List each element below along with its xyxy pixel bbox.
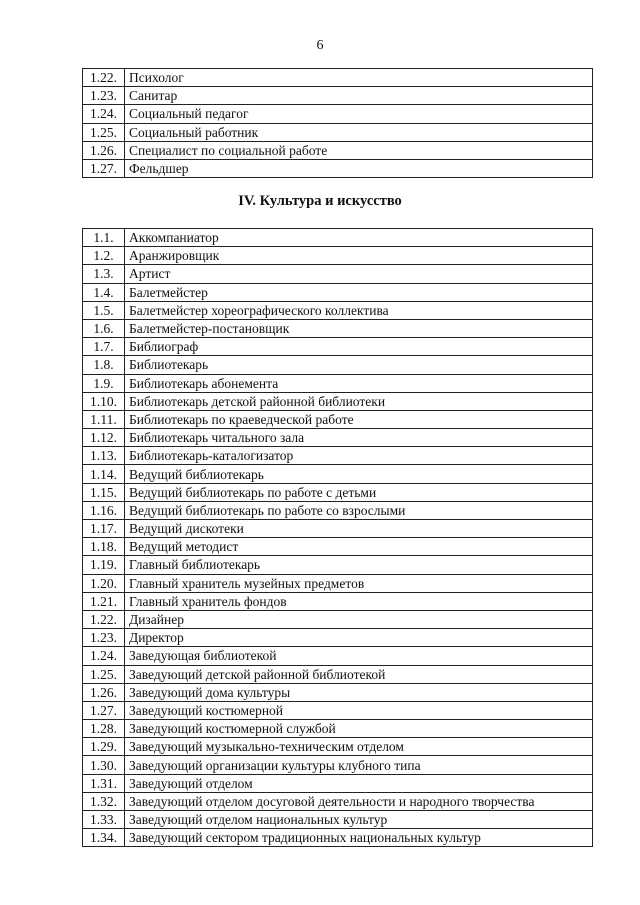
row-number: 1.31. <box>83 774 125 792</box>
table-row <box>83 87 593 105</box>
table-row <box>83 123 593 141</box>
page-number: 6 <box>316 38 324 53</box>
row-number: 1.15. <box>83 483 125 501</box>
position-title: Заведующий отделом <box>125 774 593 792</box>
table-row <box>83 319 593 337</box>
position-title: Заведующий костюмерной службой <box>125 720 593 738</box>
table-row <box>83 792 593 810</box>
table-row <box>83 141 593 159</box>
row-number: 1.14. <box>83 465 125 483</box>
position-title: Ведущий методист <box>125 538 593 556</box>
row-number: 1.25. <box>83 665 125 683</box>
position-title: Специалист по социальной работе <box>125 141 593 159</box>
table-row <box>83 429 593 447</box>
row-number: 1.32. <box>83 792 125 810</box>
position-title: Библиотекарь-каталогизатор <box>125 447 593 465</box>
table-row <box>83 592 593 610</box>
row-number: 1.23. <box>83 87 125 105</box>
position-title: Балетмейстер-постановщик <box>125 319 593 337</box>
section-title: IV. Культура и искусство <box>238 193 402 209</box>
row-number: 1.7. <box>83 338 125 356</box>
position-title: Библиотекарь <box>125 356 593 374</box>
position-title: Заведующий костюмерной <box>125 701 593 719</box>
table-row <box>83 701 593 719</box>
table-row <box>83 483 593 501</box>
row-number: 1.8. <box>83 356 125 374</box>
row-number: 1.29. <box>83 738 125 756</box>
row-number: 1.22. <box>83 69 125 87</box>
table-row <box>83 392 593 410</box>
row-number: 1.27. <box>83 701 125 719</box>
position-title: Заведующий детской районной библиотекой <box>125 665 593 683</box>
table-row <box>83 574 593 592</box>
table-row <box>83 265 593 283</box>
position-title: Балетмейстер <box>125 283 593 301</box>
position-title: Психолог <box>125 69 593 87</box>
position-title: Дизайнер <box>125 610 593 628</box>
position-title: Библиотекарь по краеведческой работе <box>125 410 593 428</box>
row-number: 1.19. <box>83 556 125 574</box>
position-title: Ведущий библиотекарь по работе с детьми <box>125 483 593 501</box>
row-number: 1.24. <box>83 105 125 123</box>
table-row <box>83 159 593 177</box>
row-number: 1.5. <box>83 301 125 319</box>
table-row <box>83 338 593 356</box>
position-title: Заведующая библиотекой <box>125 647 593 665</box>
table-row <box>83 356 593 374</box>
row-number: 1.11. <box>83 410 125 428</box>
table-row <box>83 301 593 319</box>
table-row <box>83 811 593 829</box>
row-number: 1.33. <box>83 811 125 829</box>
position-title: Балетмейстер хореографического коллектива <box>125 301 593 319</box>
table-row <box>83 69 593 87</box>
row-number: 1.1. <box>83 229 125 247</box>
row-number: 1.18. <box>83 538 125 556</box>
position-title: Санитар <box>125 87 593 105</box>
position-title: Заведующий отделом национальных культур <box>125 811 593 829</box>
position-title: Ведущий библиотекарь по работе со взрослыми <box>125 501 593 519</box>
position-title: Заведующий организации культуры клубного типа <box>125 756 593 774</box>
row-number: 1.25. <box>83 123 125 141</box>
row-number: 1.20. <box>83 574 125 592</box>
row-number: 1.9. <box>83 374 125 392</box>
table-row <box>83 629 593 647</box>
table-row <box>83 465 593 483</box>
table-row <box>83 247 593 265</box>
position-title: Ведущий библиотекарь <box>125 465 593 483</box>
table-row <box>83 410 593 428</box>
row-number: 1.13. <box>83 447 125 465</box>
table-row <box>83 756 593 774</box>
position-title: Заведующий отделом досуговой деятельности и народного творчества <box>125 792 593 810</box>
table-row <box>83 610 593 628</box>
row-number: 1.6. <box>83 319 125 337</box>
position-title: Социальный педагог <box>125 105 593 123</box>
table-row <box>83 105 593 123</box>
position-title: Библиотекарь читального зала <box>125 429 593 447</box>
position-title: Библиотекарь детской районной библиотеки <box>125 392 593 410</box>
row-number: 1.22. <box>83 610 125 628</box>
positions-table-culture <box>82 228 593 847</box>
row-number: 1.34. <box>83 829 125 847</box>
table-row <box>83 374 593 392</box>
position-title: Заведующий дома культуры <box>125 683 593 701</box>
table-row <box>83 556 593 574</box>
row-number: 1.12. <box>83 429 125 447</box>
row-number: 1.4. <box>83 283 125 301</box>
table-row <box>83 683 593 701</box>
position-title: Главный хранитель музейных предметов <box>125 574 593 592</box>
table-row <box>83 447 593 465</box>
row-number: 1.16. <box>83 501 125 519</box>
position-title: Главный библиотекарь <box>125 556 593 574</box>
position-title: Аранжировщик <box>125 247 593 265</box>
row-number: 1.27. <box>83 159 125 177</box>
position-title: Социальный работник <box>125 123 593 141</box>
table-row <box>83 829 593 847</box>
table-row <box>83 720 593 738</box>
table-row <box>83 283 593 301</box>
position-title: Аккомпаниатор <box>125 229 593 247</box>
table-row <box>83 538 593 556</box>
position-title: Ведущий дискотеки <box>125 520 593 538</box>
row-number: 1.30. <box>83 756 125 774</box>
position-title: Главный хранитель фондов <box>125 592 593 610</box>
table-row <box>83 665 593 683</box>
position-title: Директор <box>125 629 593 647</box>
table-row <box>83 501 593 519</box>
row-number: 1.3. <box>83 265 125 283</box>
row-number: 1.2. <box>83 247 125 265</box>
row-number: 1.23. <box>83 629 125 647</box>
positions-table-top <box>82 68 593 178</box>
table-row <box>83 520 593 538</box>
position-title: Библиотекарь абонемента <box>125 374 593 392</box>
table-row <box>83 774 593 792</box>
position-title: Заведующий музыкально-техническим отделом <box>125 738 593 756</box>
row-number: 1.24. <box>83 647 125 665</box>
row-number: 1.26. <box>83 683 125 701</box>
row-number: 1.17. <box>83 520 125 538</box>
table-row <box>83 647 593 665</box>
row-number: 1.10. <box>83 392 125 410</box>
position-title: Фельдшер <box>125 159 593 177</box>
table-row <box>83 738 593 756</box>
row-number: 1.21. <box>83 592 125 610</box>
position-title: Библиограф <box>125 338 593 356</box>
row-number: 1.26. <box>83 141 125 159</box>
position-title: Заведующий сектором традиционных национальных культур <box>125 829 593 847</box>
row-number: 1.28. <box>83 720 125 738</box>
table-row <box>83 229 593 247</box>
position-title: Артист <box>125 265 593 283</box>
